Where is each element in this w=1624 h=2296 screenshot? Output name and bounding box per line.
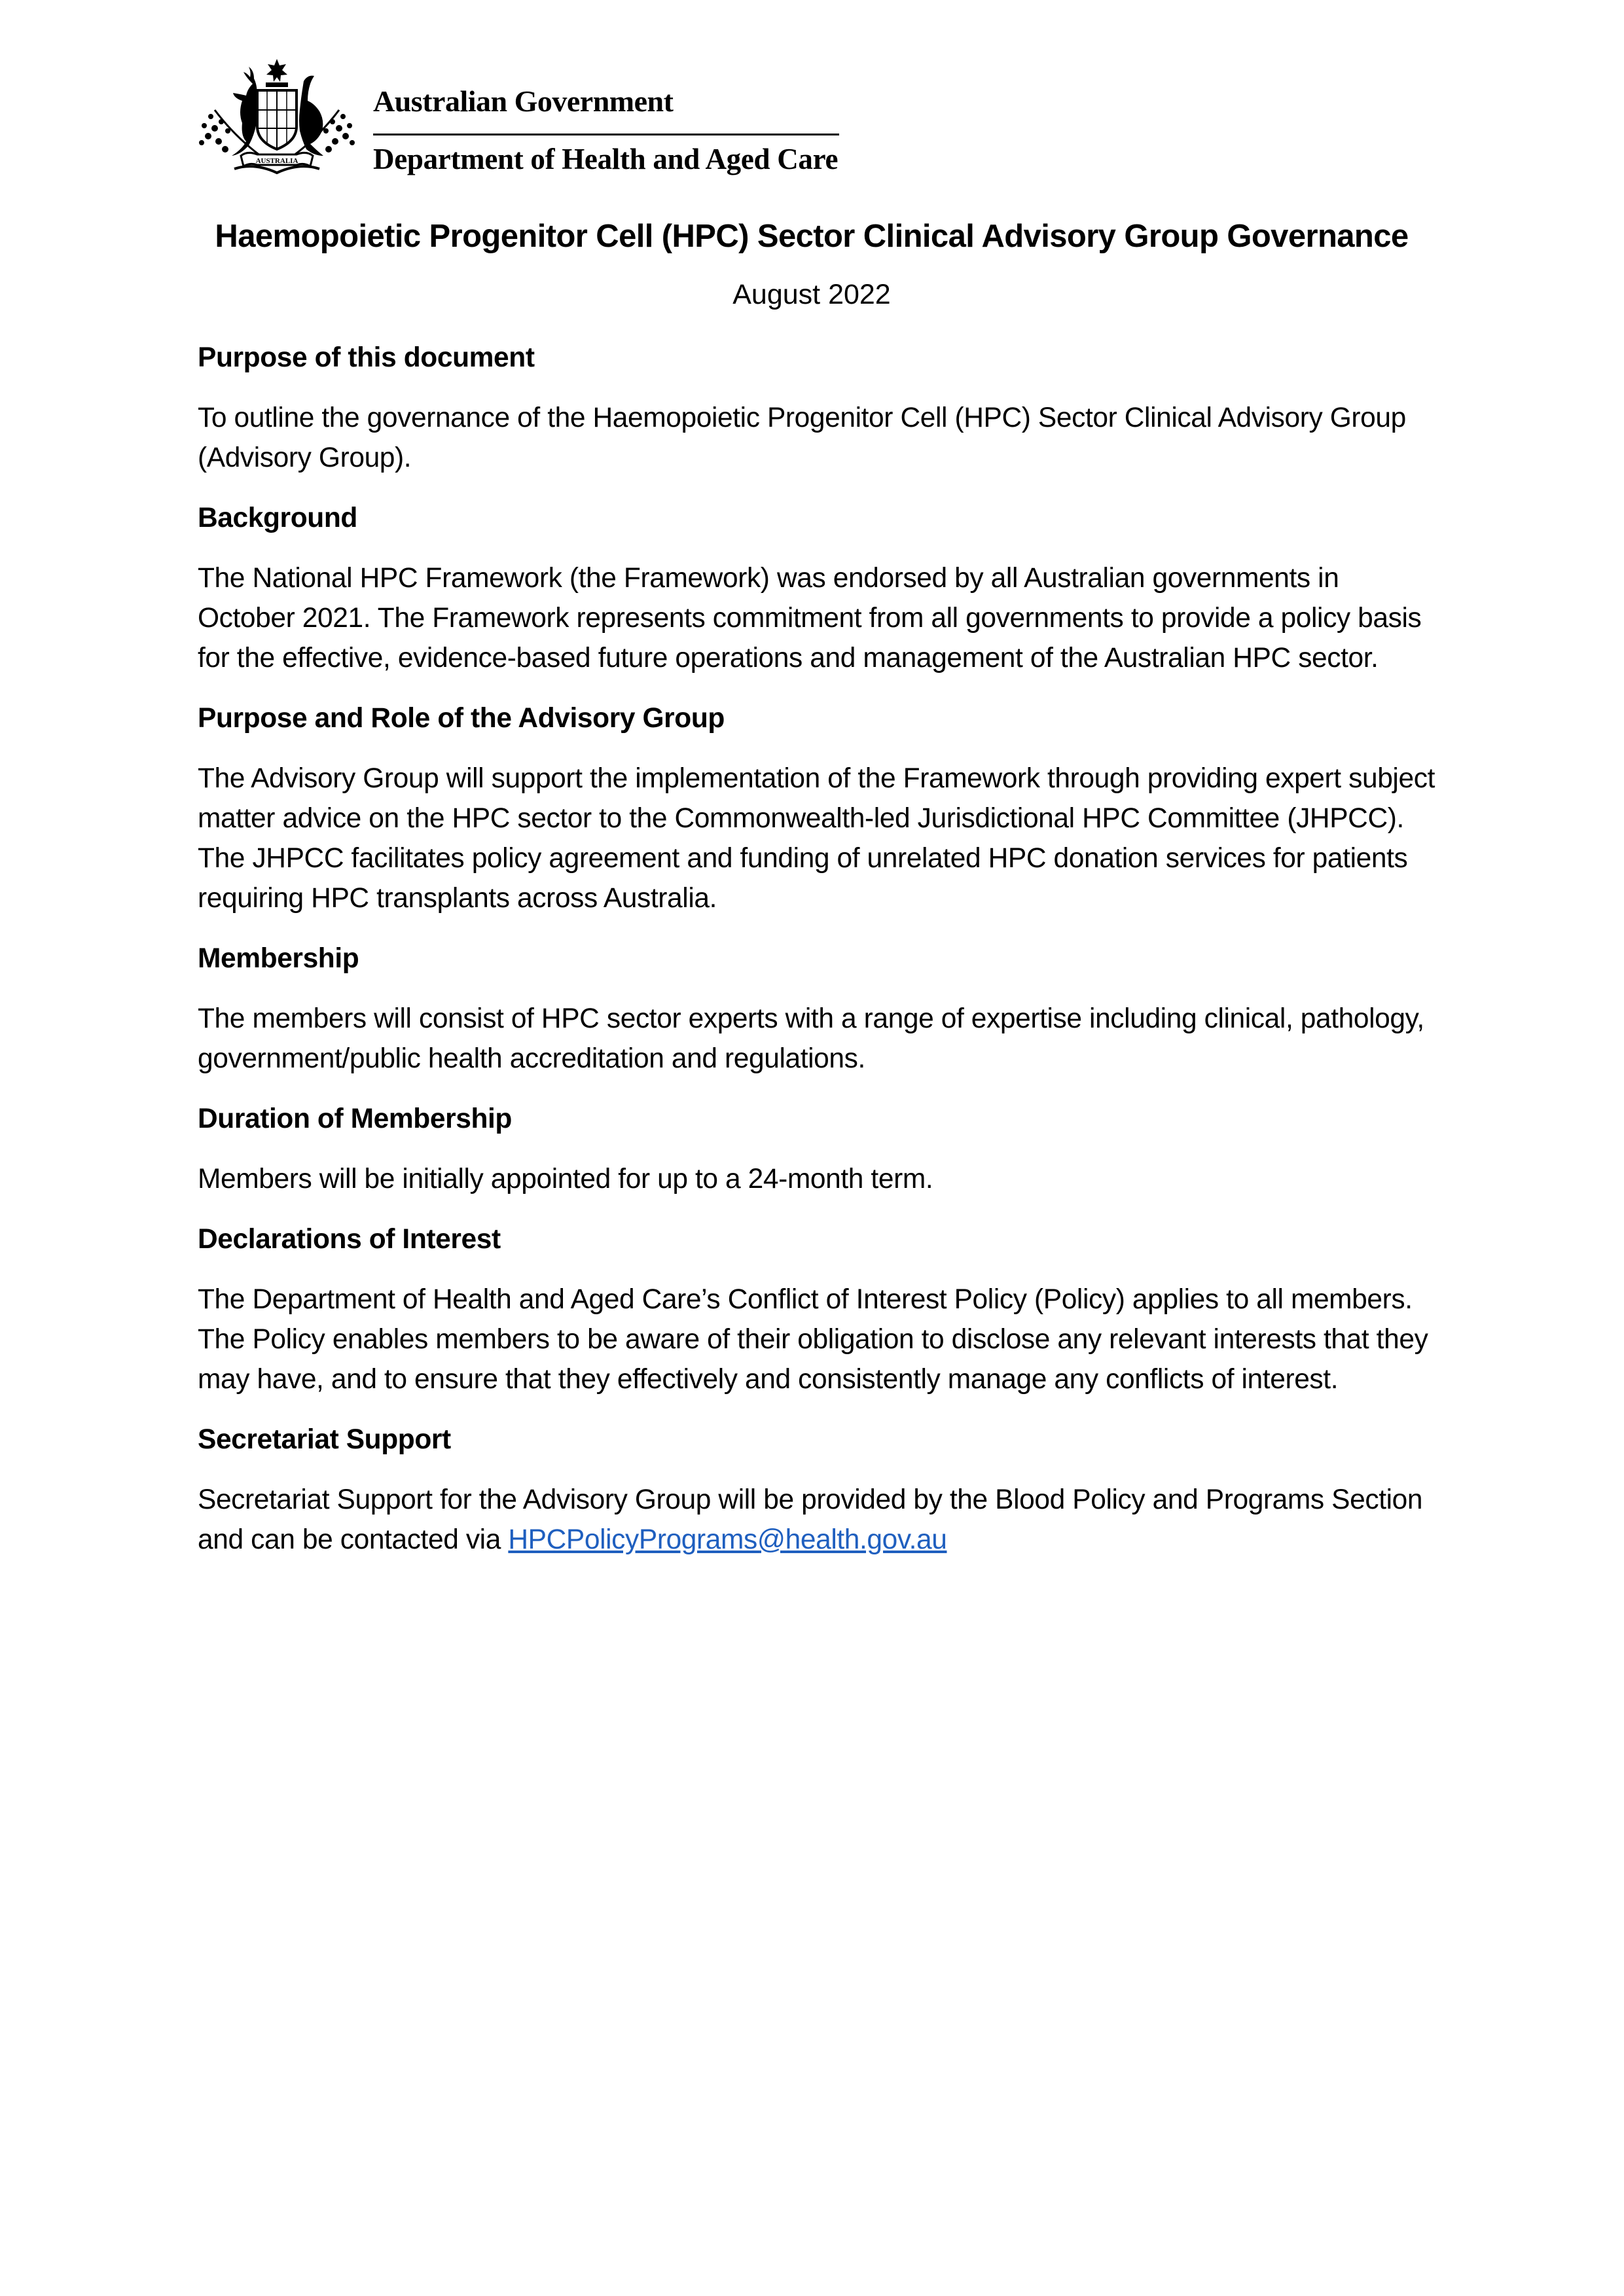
section-background	[198, 498, 1435, 678]
section-heading: Purpose of this document	[198, 342, 535, 373]
department-name: Department of Health and Aged Care	[373, 143, 839, 175]
government-header	[195, 58, 850, 182]
section-purpose-of-document	[198, 338, 1435, 478]
section-heading: Duration of Membership	[198, 1103, 512, 1134]
document-body	[198, 338, 1435, 1580]
section-duration-of-membership	[198, 1099, 1435, 1199]
section-heading: Declarations of Interest	[198, 1224, 501, 1255]
commonwealth-coat-of-arms-icon	[195, 58, 359, 179]
header-divider	[373, 134, 839, 135]
section-purpose-and-role	[198, 698, 1435, 918]
section-body	[198, 1480, 1435, 1560]
section-body: To outline the governance of the Haemopoietic Progenitor Cell (HPC) Sector Clinical Advisory Group (Advisory Group).	[198, 403, 1406, 473]
section-body: Members will be initially appointed for up to a 24-month term.	[198, 1164, 933, 1194]
document-date: August 2022	[732, 279, 891, 310]
section-heading: Secretariat Support	[198, 1424, 451, 1455]
section-body: The Department of Health and Aged Care’s Conflict of Interest Policy (Policy) applies to all members. The Policy enables members to be aware of their obligation to disclose any relevant interests that they may have, and to ensure that they effectively and consistently manage any conflicts of interest.	[198, 1284, 1428, 1395]
section-heading: Purpose and Role of the Advisory Group	[198, 703, 725, 734]
section-heading: Background	[198, 503, 357, 533]
section-body: The members will consist of HPC sector experts with a range of expertise including clinical, pathology, government/public health accreditation and regulations.	[198, 1003, 1424, 1074]
government-name: Australian Government	[373, 84, 674, 118]
section-secretariat-support	[198, 1420, 1435, 1560]
section-declarations-of-interest	[198, 1219, 1435, 1399]
secretariat-email-link[interactable]: HPCPolicyPrograms@health.gov.au	[508, 1524, 947, 1555]
section-membership	[198, 939, 1435, 1079]
crest-banner-text: AUSTRALIA	[255, 157, 298, 165]
document-title: Haemopoietic Progenitor Cell (HPC) Sector Clinical Advisory Group Governance	[215, 219, 1409, 254]
section-heading: Membership	[198, 943, 359, 974]
section-body: The National HPC Framework (the Framework) was endorsed by all Australian governments in October 2021. The Framework represents commitment from all governments to provide a policy basis for the effective, evidence-based future operations and management of the Australian HPC sector.	[198, 563, 1422, 673]
section-body-text: Secretariat Support for the Advisory Group will be provided by the Blood Policy and Programs Section and can be contacted via	[198, 1484, 1423, 1555]
section-body: The Advisory Group will support the implementation of the Framework through providing expert subject matter advice on the HPC sector to the Commonwealth-led Jurisdictional HPC Committee (JHPCC). The JHPCC facilitates policy agreement and funding of unrelated HPC donation services for patients requiring HPC transplants across Australia.	[198, 763, 1435, 914]
